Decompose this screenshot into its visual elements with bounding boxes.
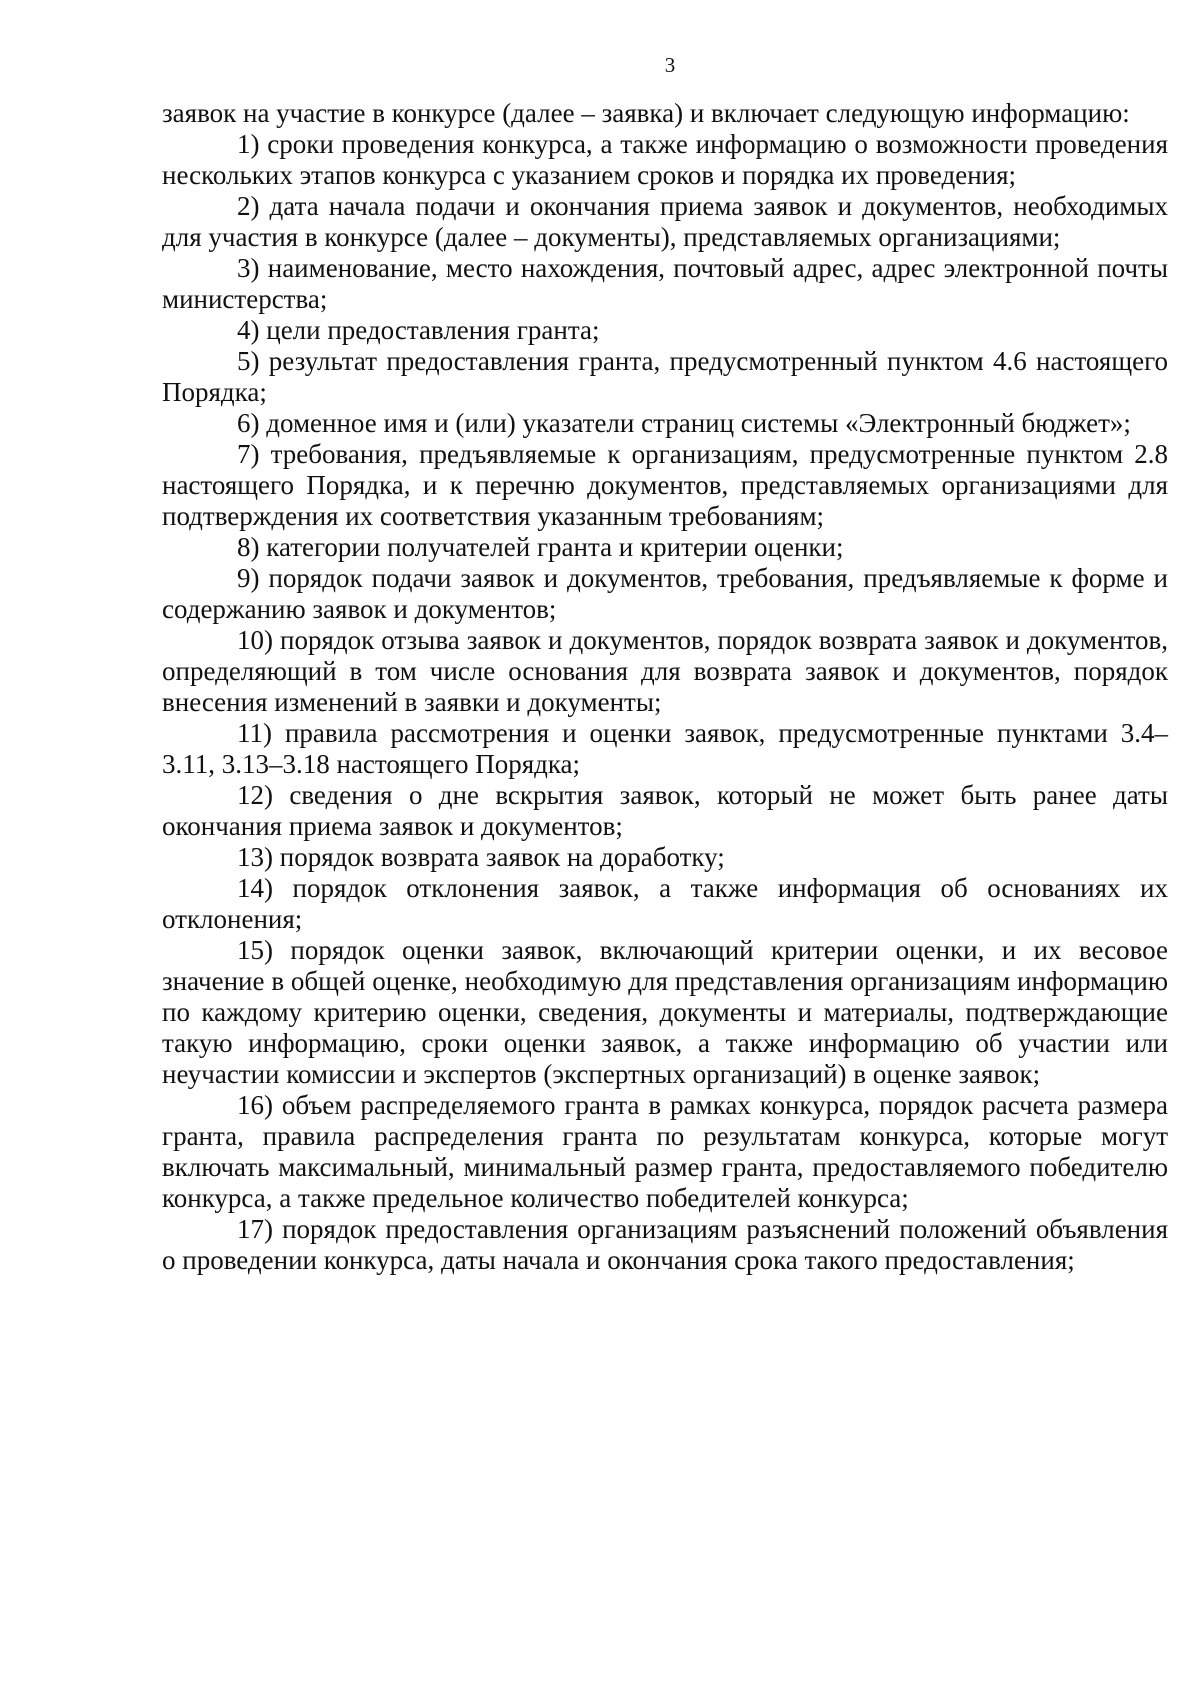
list-item: 3) наименование, место нахождения, почтовый адрес, адрес электронной почты министерства; bbox=[162, 253, 1168, 314]
list-item: 10) порядок отзыва заявок и документов, порядок возврата заявок и документов, определяющий в том числе основания для возврата заявок и документов, порядок внесения изменений в заявки и документы; bbox=[162, 625, 1168, 717]
list-item: 8) категории получателей гранта и критерии оценки; bbox=[237, 532, 844, 562]
list-item: 2) дата начала подачи и окончания приема заявок и документов, необходимых для участия в конкурсе (далее – документы), представляемых организациями; bbox=[162, 191, 1168, 252]
list-item: 15) порядок оценки заявок, включающий критерии оценки, и их весовое значение в общей оценке, необходимую для представления организациям информацию по каждому критерию оценки, сведения, документы и материалы, подтверждающие такую информацию, сроки оценки заявок, а также информацию об участии или неучастии комиссии и экспертов (экспертных организаций) в оценке заявок; bbox=[162, 935, 1168, 1089]
list-item: 14) порядок отклонения заявок, а также информация об основаниях их отклонения; bbox=[162, 873, 1168, 934]
list-item: 17) порядок предоставления организациям разъяснений положений объявления о проведении конкурса, даты начала и окончания срока такого предоставления; bbox=[162, 1214, 1168, 1275]
list-item: 11) правила рассмотрения и оценки заявок, предусмотренные пунктами 3.4–3.11, 3.13–3.18 настоящего Порядка; bbox=[162, 718, 1168, 779]
list-item: 13) порядок возврата заявок на доработку; bbox=[237, 842, 725, 872]
page-number: 3 bbox=[664, 53, 676, 77]
list-item: 6) доменное имя и (или) указатели страниц системы «Электронный бюджет»; bbox=[237, 408, 1131, 438]
list-item: 12) сведения о дне вскрытия заявок, который не может быть ранее даты окончания приема заявок и документов; bbox=[162, 780, 1168, 841]
list-item: 4) цели предоставления гранта; bbox=[237, 315, 600, 345]
list-item: 1) сроки проведения конкурса, а также информацию о возможности проведения нескольких этапов конкурса с указанием сроков и порядка их проведения; bbox=[162, 129, 1168, 190]
list-item: 5) результат предоставления гранта, предусмотренный пунктом 4.6 настоящего Порядка; bbox=[162, 346, 1168, 407]
list-item: 16) объем распределяемого гранта в рамках конкурса, порядок расчета размера гранта, правила распределения гранта по результатам конкурса, которые могут включать максимальный, минимальный размер гранта, предоставляемого победителю конкурса, а также предельное количество победителей конкурса; bbox=[162, 1090, 1168, 1213]
list-item: 9) порядок подачи заявок и документов, требования, предъявляемые к форме и содержанию заявок и документов; bbox=[162, 563, 1168, 624]
intro-paragraph: заявок на участие в конкурсе (далее – заявка) и включает следующую информацию: bbox=[162, 98, 1130, 128]
list-item: 7) требования, предъявляемые к организациям, предусмотренные пунктом 2.8 настоящего Порядка, и к перечню документов, представляемых организациями для подтверждения их соответствия указанным требованиям; bbox=[162, 439, 1168, 531]
document-body bbox=[162, 98, 1168, 1276]
